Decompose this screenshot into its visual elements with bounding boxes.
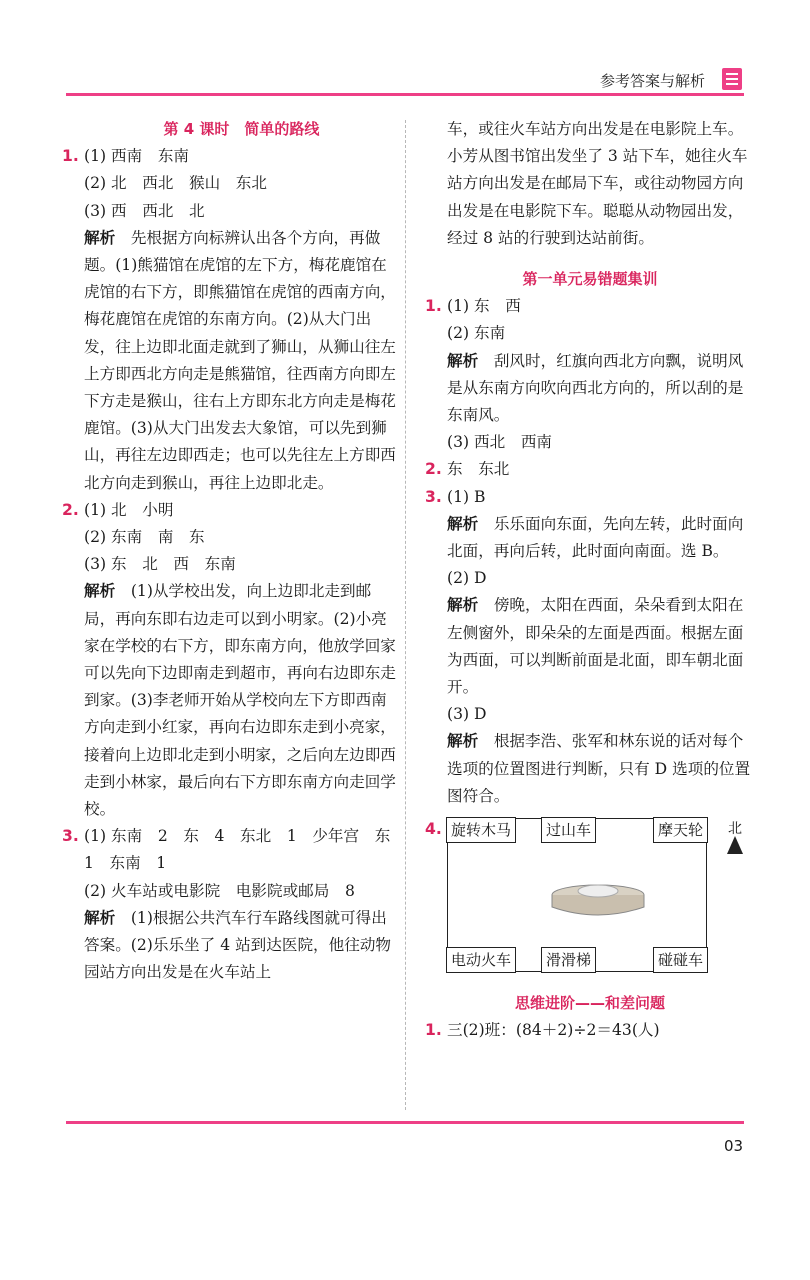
map-box-ferris-wheel: 摩天轮 bbox=[653, 817, 708, 843]
answer-line: (1) B bbox=[447, 487, 486, 506]
answer-3 bbox=[62, 823, 406, 986]
analysis-tag: 解析 bbox=[84, 908, 116, 927]
answer-line: (2) 东南 南 东 bbox=[84, 528, 205, 547]
answer-line: (3) 西 西北 北 bbox=[84, 201, 205, 220]
header-title: 参考答案与解析 bbox=[600, 72, 706, 90]
answer-line: (1) 西南 东南 bbox=[84, 147, 190, 166]
header-rule bbox=[66, 93, 744, 96]
question-number: 4. bbox=[425, 820, 442, 839]
analysis-text: 乐乐面向东面，先向左转，此时面向北面，再向后转，此时面向南面。选 B。 bbox=[447, 514, 744, 561]
analysis-text: 根据李浩、张军和林东说的话对每个选项的位置图进行判断，只有 D 选项的位置图符合。 bbox=[447, 732, 751, 805]
section-title-sum-difference: 思维进阶——和差问题 bbox=[514, 994, 665, 1013]
amusement-park-map bbox=[447, 818, 707, 972]
unit-answer-3 bbox=[425, 484, 755, 810]
page-number: 03 bbox=[724, 1137, 744, 1155]
unit-answer-1 bbox=[425, 293, 755, 456]
analysis-tag: 解析 bbox=[447, 514, 479, 533]
analysis-tag: 解析 bbox=[447, 351, 479, 370]
header-book-icon bbox=[722, 68, 742, 90]
answer-1 bbox=[62, 143, 397, 497]
answer-line: (2) D bbox=[447, 569, 487, 588]
answer-line: (3) D bbox=[447, 705, 487, 724]
answer-line: (1) 北 小明 bbox=[84, 500, 174, 519]
answer-line: (1) 东南 2 东 4 东北 1 少年宫 东 1 东南 1 bbox=[84, 827, 406, 873]
unit-answer-2 bbox=[425, 456, 755, 483]
round-table-icon bbox=[548, 879, 648, 919]
section-title-unit1-errors: 第一单元易错题集训 bbox=[522, 270, 658, 289]
analysis-tag: 解析 bbox=[447, 596, 479, 615]
continued-analysis: 车，或往火车站方向出发是在电影院上车。小芳从图书馆出发坐了 3 站下车，她往火车站方向出发是在邮局下车，或往动物园方向出发是在电影院下车。聪聪从动物园出发，经过 8 站的行驶到达站前街。 bbox=[447, 120, 748, 247]
answer-2 bbox=[62, 497, 397, 823]
answer-line: 三(2)班：(84＋2)÷2＝43(人) bbox=[447, 1021, 660, 1040]
analysis-tag: 解析 bbox=[84, 582, 116, 601]
answer-line: (2) 东南 bbox=[447, 324, 506, 343]
question-number: 3. bbox=[425, 487, 442, 506]
analysis-tag: 解析 bbox=[84, 228, 116, 247]
analysis-tag: 解析 bbox=[447, 732, 479, 751]
map-box-roller-coaster: 过山车 bbox=[541, 817, 596, 843]
map-box-carousel: 旋转木马 bbox=[446, 817, 516, 843]
analysis-text: 傍晚，太阳在西面，朵朵看到太阳在左侧窗外，即朵朵的左面是西面。根据左面为西面，可以判断前面是北面，即车朝北面开。 bbox=[447, 596, 744, 697]
question-number: 2. bbox=[62, 500, 79, 519]
section-title-lesson4: 第 4 课时 简单的路线 bbox=[163, 120, 320, 138]
north-arrow-icon bbox=[727, 836, 743, 854]
unit-answer-4 bbox=[425, 816, 755, 976]
right-column bbox=[425, 116, 755, 1044]
answer-line: (3) 东 北 西 东南 bbox=[84, 555, 236, 574]
left-column bbox=[62, 116, 406, 987]
question-number: 3. bbox=[62, 827, 79, 846]
answer-line: (2) 北 西北 猴山 东北 bbox=[84, 174, 267, 193]
answer-line: 东 东北 bbox=[447, 460, 510, 479]
analysis-text: 刮风时，红旗向西北方向飘，说明风是从东南方向吹向西北方向的，所以刮的是东南风。 bbox=[447, 351, 744, 425]
north-label: 北 bbox=[728, 821, 742, 838]
analysis-text: (1)根据公共汽车行车路线图就可得出答案。(2)乐乐坐了 4 站到达医院，他往动物园站方向出发是在火车站上 bbox=[84, 908, 392, 982]
map-box-electric-train: 电动火车 bbox=[446, 947, 516, 973]
answer-line: (3) 西北 西南 bbox=[447, 433, 553, 452]
question-number: 1. bbox=[425, 297, 442, 316]
answer-line: (2) 火车站或电影院 电影院或邮局 8 bbox=[84, 881, 355, 900]
map-box-slide: 滑滑梯 bbox=[541, 947, 596, 973]
question-number: 2. bbox=[425, 460, 442, 479]
analysis-text: (1)从学校出发，向上边即北走到邮局，再向东即右边走可以到小明家。(2)小亮家在学校的右下方，即东南方向，他放学回家可以先向下边即南走到超市，再向右边即东走到家。(3)李老师开始从学校向左下方即西南方向走到小红家，再向右边即东走到小亮家，接着向上边即北走到小明家，之后向左边即西走到小林家，最后向右下方即东南方向走回学校。 bbox=[84, 582, 396, 819]
column-divider bbox=[405, 120, 406, 1110]
footer-rule bbox=[66, 1121, 744, 1124]
map-box-bumper-cars: 碰碰车 bbox=[653, 947, 708, 973]
question-number: 1. bbox=[425, 1021, 442, 1040]
sum-difference-answer-1 bbox=[425, 1017, 755, 1044]
analysis-text: 先根据方向标辨认出各个方向，再做题。(1)熊猫馆在虎馆的左下方，梅花鹿馆在虎馆的右下方，即熊猫馆在虎馆的西南方向，梅花鹿馆在虎馆的东南方向。(2)从大门出发，往上边即北面走就到了狮山，从狮山往左上方即西北方向走是熊猫馆，往西南方向即左下方走是猴山，往右上方即东北方向走是梅花鹿馆。(3)从大门出发去大象馆，可以先到狮山，再往左边即西走；也可以先往左上方即西北方向走到猴山，再往上边即北走。 bbox=[84, 228, 396, 492]
answer-line: (1) 东 西 bbox=[447, 297, 521, 316]
question-number: 1. bbox=[62, 147, 79, 166]
